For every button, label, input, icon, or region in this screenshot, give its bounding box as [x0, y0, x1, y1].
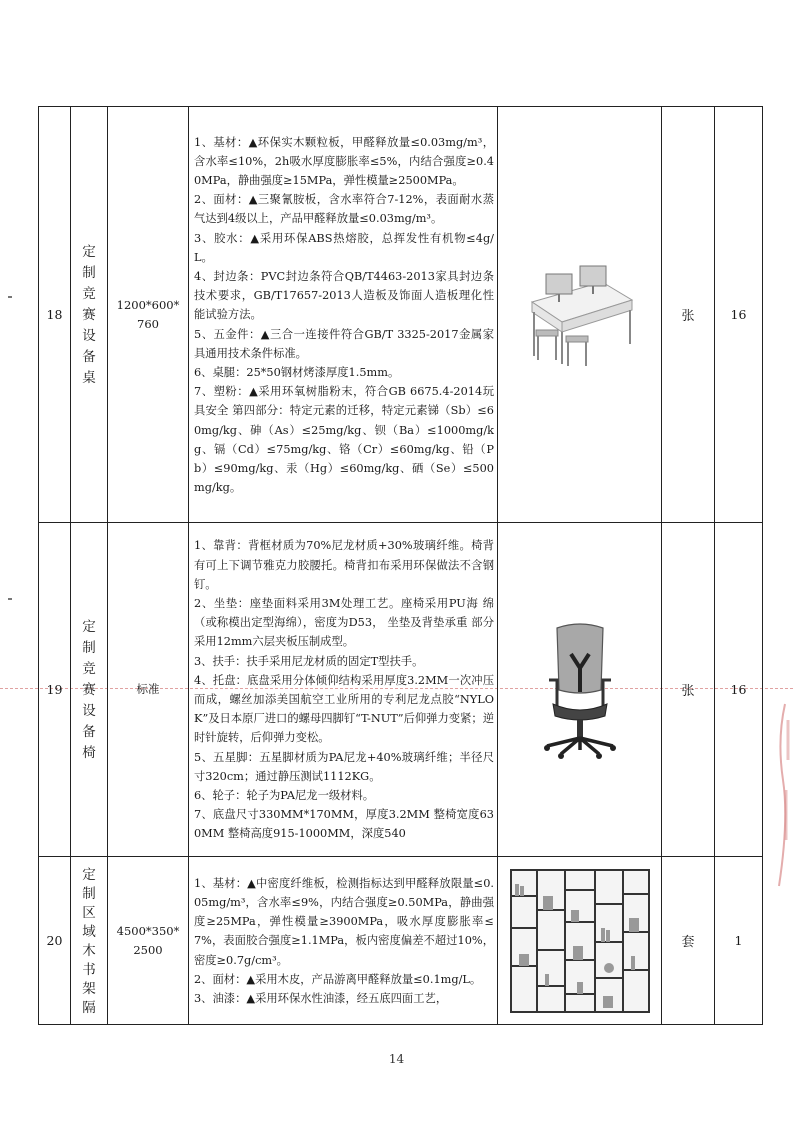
item-image-cell	[498, 523, 662, 857]
item-name: 定 制 竞 赛 设 备 桌	[82, 243, 96, 386]
table-row	[39, 857, 763, 1025]
office-chair-illustration	[535, 620, 625, 760]
item-description: 1、靠背：背框材质为70%尼龙材质+30%玻璃纤维。椅背有可上下调节雅克力胶腰托。椅背扣布采用环保做法不含钢钉。 2、坐垫：座垫面料采用3M处理工艺。座椅采用PU海 绵（或称模出定型海绵），密度为D53， 坐垫及背垫承重 部分采用12mm六层夹板压制成型。 3、扶手：扶手采用尼龙材质的固定T型扶手。 4、托盘：底盘采用分体倾仰结构采用厚度3.2MM一次冲压而成，螺丝加添美国航空工业所用的专利尼龙点胶“NYLOK”及日本原厂进口的螺母四脚钉“T-NUT”后仰弹力变紧；逆时针旋转，后仰弹力变松。 5、五星脚：五星脚材质为PA尼龙+40%玻璃纤维；半径尺寸320cm；通过静压测试1112KG。 6、轮子：轮子为PA尼龙一级材料。 7、底盘尺寸330MM*170MM，厚度3.2MM 整椅宽度630MM 整椅高度915-1000MM，深度540	[189, 523, 498, 857]
page-number: 14	[388, 1052, 405, 1066]
item-size: 4500*350*2500	[108, 857, 189, 1025]
item-size: 标准	[108, 523, 189, 857]
spec-table	[38, 106, 763, 1025]
item-name-cell	[71, 523, 108, 857]
competition-desk-illustration	[524, 260, 636, 370]
item-quantity: 1	[715, 857, 763, 1025]
item-description: 1、基材：▲中密度纤维板，检测指标达到甲醛释放限量≤0.05mg/m³，含水率≤9%，内结合强度≥0.50MPa，静曲强度≥25MPa，弹性模量≥3900MPa，吸水厚度膨胀率≤7%，表面胶合强度≥1.1MPa，板内密度偏差不超过10%，密度≥0.7g/cm³。 2、面材：▲采用木皮，产品游离甲醛释放量≤0.1mg/L。 3、油漆：▲采用环保水性油漆，经五底四面工艺，	[189, 857, 498, 1025]
item-size: 1200*600*760	[108, 107, 189, 523]
row-number: 19	[39, 523, 71, 857]
item-image-cell	[498, 857, 662, 1025]
item-unit: 张	[662, 107, 715, 523]
item-quantity: 16	[715, 107, 763, 523]
item-description: 1、基材：▲环保实木颗粒板，甲醛释放量≤0.03mg/m³，含水率≤10%，2h吸水厚度膨胀率≤5%，内结合强度≥0.40MPa，静曲强度≥15MPa，弹性模量≥2500MPa。 2、面材：▲三聚氰胺板，含水率符合7-12%，表面耐水蒸气达到4级以上，产品甲醛释放量≤0.03mg/m³。 3、胶水：▲采用环保ABS热熔胶，总挥发性有机物≤4g/L。 4、封边条：PVC封边条符合QB/T4463-2013家具封边条技术要求，GB/T17657-2013人造板及饰面人造板理化性能试验方法。 5、五金件：▲三合一连接件符合GB/T 3325-2017金属家具通用技术条件标准。 6、桌腿：25*50钢材烤漆厚度1.5mm。 7、塑粉：▲采用环氧树脂粉末，符合GB 6675.4-2014玩具安全 第四部分：特定元素的迁移，特定元素锑（Sb）≤60mg/kg、砷（As）≤25mg/kg、钡（Ba）≤1000mg/kg、镉（Cd）≤75mg/kg、铬（Cr）≤60mg/kg、铅（Pb）≤90mg/kg、汞（Hg）≤60mg/kg、硒（Se）≤500mg/kg。	[189, 107, 498, 523]
item-image-cell	[498, 107, 662, 523]
table-row	[39, 107, 763, 523]
table-row	[39, 523, 763, 857]
row-number: 20	[39, 857, 71, 1025]
margin-mark	[8, 296, 12, 298]
item-name-cell	[71, 107, 108, 523]
item-unit: 套	[662, 857, 715, 1025]
item-name: 定 制 竞 赛 设 备 椅	[82, 618, 96, 761]
seal-stamp-fragment	[771, 700, 791, 890]
bookshelf-illustration	[507, 866, 653, 1016]
item-name-cell	[71, 857, 108, 1025]
margin-mark	[8, 598, 12, 600]
item-unit: 张	[662, 523, 715, 857]
item-name: 定 制 区 域 木 书 架 隔	[82, 866, 96, 1016]
row-number: 18	[39, 107, 71, 523]
item-quantity: 16	[715, 523, 763, 857]
